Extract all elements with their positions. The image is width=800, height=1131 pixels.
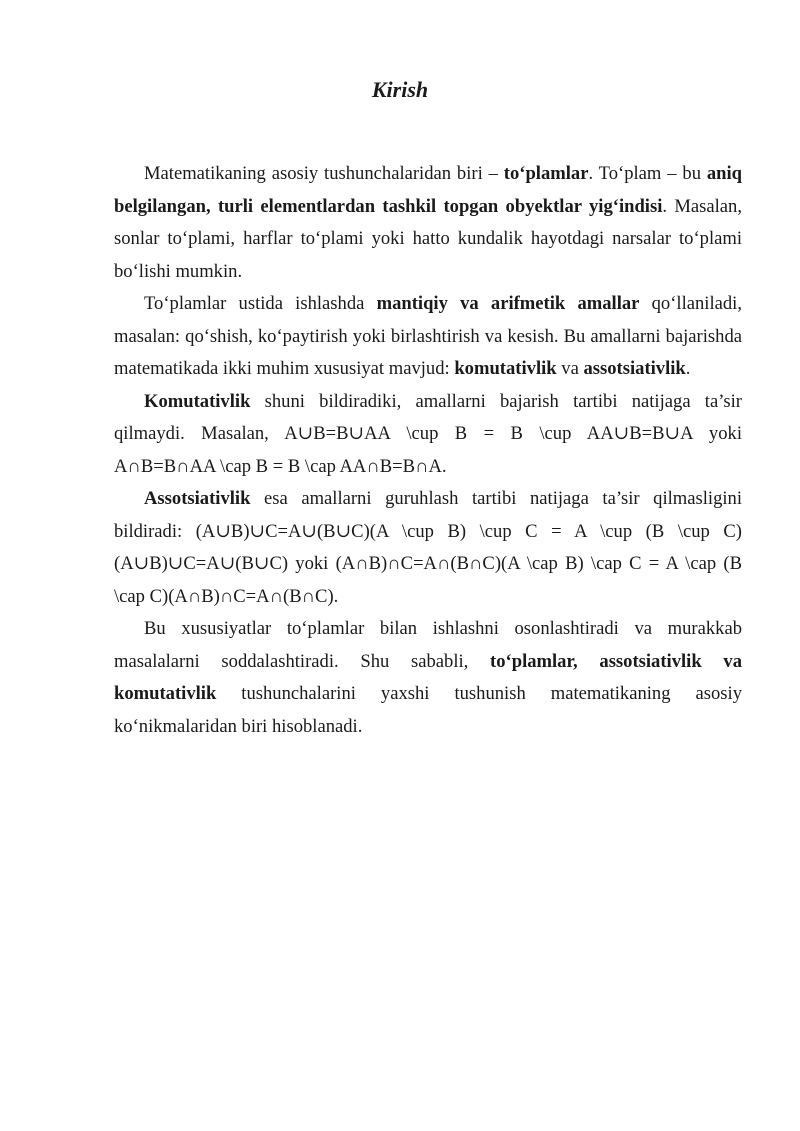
bold-term: komutativlik (454, 358, 557, 379)
bold-term: assotsiativlik (583, 358, 686, 379)
bold-term: to‘plamlar, assotsiativlik va komutativlik (114, 650, 742, 704)
bold-term: mantiqiy va arifmetik amallar (376, 293, 640, 314)
text-run: va (556, 358, 584, 379)
page-title: Kirish (371, 77, 429, 102)
text-run: . (685, 358, 691, 379)
text-run: Bu xususiyatlar to‘plamlar bilan ishlashni osonlashtiradi va murakkab masalalarni soddalashtiradi. Shu sababli, (114, 618, 742, 672)
text-run: tushunchalarini yaxshi tushunish matematikaning asosiy ko‘nikmalaridan biri hisoblanadi. (114, 683, 742, 737)
text-run: . To‘plam – bu (588, 163, 707, 184)
bold-term: to‘plamlar (503, 163, 589, 184)
text-run: shuni bildiradiki, amallarni bajarish tartibi natijaga ta’sir qilmaydi. Masalan, A∪B=B∪AA \cup B = B \cup AA∪B=B∪A yoki A∩B=B∩AA \cap B = B \cap AA∩B=B∩A. (114, 390, 742, 477)
text-run: esa amallarni guruhlash tartibi natijaga ta’sir qilmasligini bildiradi: (A∪B)∪C=A∪(B∪C)(A \cup B) \cup C = A \cup (B \cup C)(A∪B)∪C=A∪(B∪C) yoki (A∩B)∩C=A∩(B∩C)(A \cap B) \cap C = A \cap (B \cap C)(A∩B)∩C=A∩(B∩C). (114, 488, 742, 607)
document-body (114, 158, 742, 743)
bold-term: Komutativlik (144, 390, 251, 412)
paragraph-set-operations (114, 288, 742, 386)
text-run: . Masalan, sonlar to‘plami, harflar to‘plami yoki hatto kundalik hayotdagi narsalar to‘plami bo‘lishi mumkin. (114, 195, 743, 282)
text-run: qo‘llaniladi, masalan: qo‘shish, ko‘paytirish yoki birlashtirish va kesish. Bu amallarni bajarishda matematikada ikki muhim xususiyat mavjud: (114, 293, 742, 379)
text-run: Matematikaning asosiy tushunchalaridan biri – (144, 163, 504, 184)
bold-term: aniq belgilangan, turli elementlardan tashkil topgan obyektlar yig‘indisi (114, 163, 743, 217)
paragraph-commutativity (114, 386, 742, 484)
text-run: To‘plamlar ustida ishlashda (144, 293, 377, 314)
paragraph-conclusion (114, 613, 742, 743)
bold-term: Assotsiativlik (144, 488, 251, 509)
paragraph-associativity (114, 483, 742, 613)
paragraph-sets-definition (114, 158, 742, 288)
